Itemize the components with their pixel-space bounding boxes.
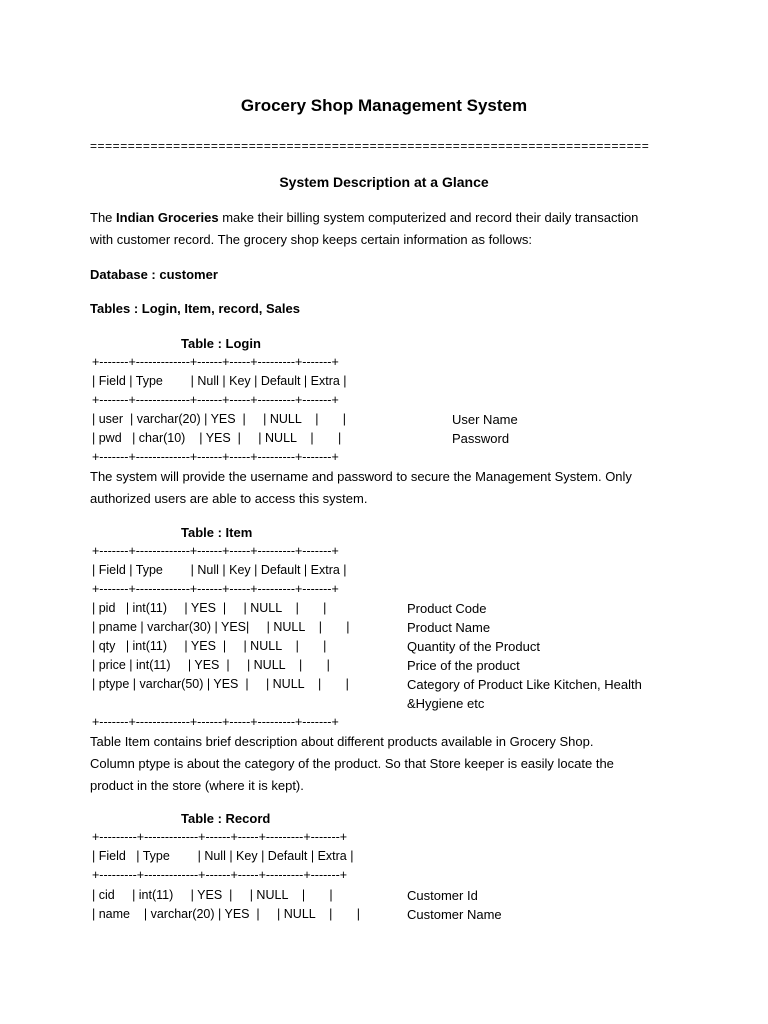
record-desc-name: Customer Name [407,907,502,922]
item-border-mid: +-------+-------------+------+-----+---------+-------+ [92,582,339,596]
login-row-pwd: | pwd | char(10) | YES | | NULL | | [92,431,342,445]
item-row-ptype: | ptype | varchar(50) | YES | | NULL | | [92,677,349,691]
database-line: Database : customer [90,267,218,282]
item-desc-qty: Quantity of the Product [407,639,540,654]
item-table-heading: Table : Item [181,525,253,540]
login-desc-pwd: Password [452,431,510,446]
login-border-top: +-------+-------------+------+-----+---------+-------+ [92,355,339,369]
intro-prefix: The [90,210,117,225]
section-heading: System Description at a Glance [279,174,489,190]
item-desc-price: Price of the product [407,658,520,673]
login-note-1: The system will provide the username and password to secure the Management System. Only [90,469,632,484]
intro-rest: make their billing system computerized and record their daily transaction [218,210,639,225]
item-row-pid: | pid | int(11) | YES | | NULL | | [92,601,327,615]
login-desc-user: User Name [452,412,518,427]
intro-line-2: with customer record. The grocery shop keeps certain information as follows: [90,232,532,247]
item-desc-pname: Product Name [407,620,491,635]
item-row-price: | price | int(11) | YES | | NULL | | [92,658,330,672]
record-row-cid: | cid | int(11) | YES | | NULL | | [92,888,333,902]
login-header-row: | Field | Type | Null | Key | Default | Extra | [92,374,347,388]
intro-line-1 [90,211,638,224]
item-desc-ptype-cont: &Hygiene etc [407,696,485,711]
item-border-bottom: +-------+-------------+------+-----+---------+-------+ [92,715,339,729]
login-border-mid: +-------+-------------+------+-----+---------+-------+ [92,393,339,407]
record-desc-cid: Customer Id [407,888,478,903]
item-note-2: Column ptype is about the category of the product. So that Store keeper is easily locate the [90,756,614,771]
record-header-row: | Field | Type | Null | Key | Default | Extra | [92,849,354,863]
login-border-bottom: +-------+-------------+------+-----+---------+-------+ [92,450,339,464]
login-note-2: authorized users are able to access this system. [90,491,368,506]
login-table-heading: Table : Login [181,336,261,351]
item-desc-ptype: Category of Product Like Kitchen, Health [407,677,642,692]
item-row-qty: | qty | int(11) | YES | | NULL | | [92,639,327,653]
item-desc-pid: Product Code [407,601,487,616]
record-border-mid: +---------+-------------+------+-----+---------+-------+ [92,868,348,882]
item-border-top: +-------+-------------+------+-----+---------+-------+ [92,544,339,558]
separator-rule: ========================================================================== [90,139,650,153]
item-note-1: Table Item contains brief description about different products available in Grocery Shop. [90,734,594,749]
item-row-pname: | pname | varchar(30) | YES| | NULL | | [92,620,350,634]
item-header-row: | Field | Type | Null | Key | Default | Extra | [92,563,347,577]
record-table-heading: Table : Record [181,811,271,826]
tables-line: Tables : Login, Item, record, Sales [90,301,300,316]
record-row-name: | name | varchar(20) | YES | | NULL | | [92,907,360,921]
record-border-top: +---------+-------------+------+-----+---------+-------+ [92,830,348,844]
item-note-3: product in the store (where it is kept). [90,778,304,793]
page-title: Grocery Shop Management System [240,96,528,115]
login-row-user: | user | varchar(20) | YES | | NULL | | [92,412,347,426]
shop-name: Indian Groceries [116,210,219,225]
